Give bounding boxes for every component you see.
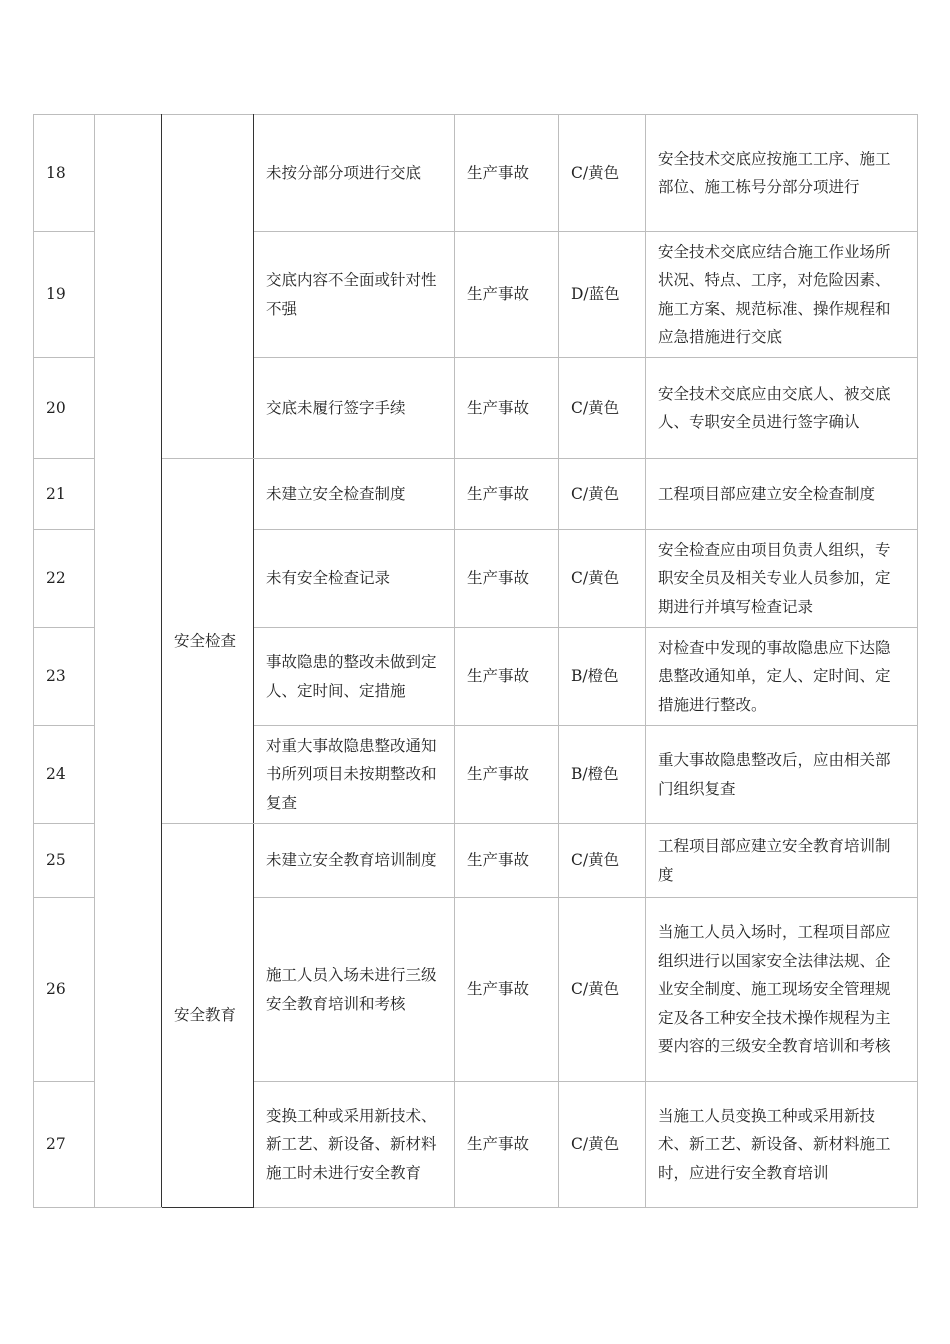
subcategory-safety-check: 安全检查 xyxy=(162,459,254,824)
hazard-item: 未按分部分项进行交底 xyxy=(254,115,455,232)
accident-type: 生产事故 xyxy=(455,459,559,530)
accident-type: 生产事故 xyxy=(455,1082,559,1208)
table-row xyxy=(34,115,918,232)
risk-level: C/黄色 xyxy=(559,459,646,530)
accident-type: 生产事故 xyxy=(455,824,559,898)
hazard-table xyxy=(33,114,918,1208)
control-measure: 当施工人员变换工种或采用新技术、新工艺、新设备、新材料施工时，应进行安全教育培训 xyxy=(646,1082,918,1208)
control-measure: 安全技术交底应结合施工作业场所状况、特点、工序，对危险因素、施工方案、规范标准、操作规程和应急措施进行交底 xyxy=(646,232,918,358)
control-measure: 当施工人员入场时，工程项目部应组织进行以国家安全法律法规、企业安全制度、施工现场安全管理规定及各工种安全技术操作规程为主要内容的三级安全教育培训和考核 xyxy=(646,898,918,1082)
risk-level: B/橙色 xyxy=(559,726,646,824)
row-number: 20 xyxy=(34,358,95,459)
row-number: 25 xyxy=(34,824,95,898)
hazard-item: 变换工种或采用新技术、新工艺、新设备、新材料施工时未进行安全教育 xyxy=(254,1082,455,1208)
accident-type: 生产事故 xyxy=(455,628,559,726)
control-measure: 安全技术交底应按施工工序、施工部位、施工栋号分部分项进行 xyxy=(646,115,918,232)
hazard-item: 交底未履行签字手续 xyxy=(254,358,455,459)
risk-level: C/黄色 xyxy=(559,824,646,898)
hazard-item: 交底内容不全面或针对性不强 xyxy=(254,232,455,358)
control-measure: 安全检查应由项目负责人组织，专职安全员及相关专业人员参加，定期进行并填写检查记录 xyxy=(646,530,918,628)
risk-level: C/黄色 xyxy=(559,358,646,459)
risk-level: C/黄色 xyxy=(559,1082,646,1208)
accident-type: 生产事故 xyxy=(455,115,559,232)
row-number: 21 xyxy=(34,459,95,530)
subcategory-safety-education: 安全教育 xyxy=(162,824,254,1208)
hazard-item: 事故隐患的整改未做到定人、定时间、定措施 xyxy=(254,628,455,726)
control-measure: 对检查中发现的事故隐患应下达隐患整改通知单，定人、定时间、定措施进行整改。 xyxy=(646,628,918,726)
row-number: 18 xyxy=(34,115,95,232)
accident-type: 生产事故 xyxy=(455,358,559,459)
accident-type: 生产事故 xyxy=(455,232,559,358)
control-measure: 重大事故隐患整改后，应由相关部门组织复查 xyxy=(646,726,918,824)
accident-type: 生产事故 xyxy=(455,530,559,628)
risk-level: C/黄色 xyxy=(559,898,646,1082)
accident-type: 生产事故 xyxy=(455,726,559,824)
hazard-item: 未有安全检查记录 xyxy=(254,530,455,628)
hazard-item: 施工人员入场未进行三级安全教育培训和考核 xyxy=(254,898,455,1082)
hazard-item: 未建立安全检查制度 xyxy=(254,459,455,530)
risk-level: D/蓝色 xyxy=(559,232,646,358)
control-measure: 安全技术交底应由交底人、被交底人、专职安全员进行签字确认 xyxy=(646,358,918,459)
category-column xyxy=(95,115,162,1208)
control-measure: 工程项目部应建立安全教育培训制度 xyxy=(646,824,918,898)
accident-type: 生产事故 xyxy=(455,898,559,1082)
hazard-item: 对重大事故隐患整改通知书所列项目未按期整改和复查 xyxy=(254,726,455,824)
risk-level: B/橙色 xyxy=(559,628,646,726)
risk-level: C/黄色 xyxy=(559,115,646,232)
control-measure: 工程项目部应建立安全检查制度 xyxy=(646,459,918,530)
row-number: 22 xyxy=(34,530,95,628)
subcategory-cell-previous xyxy=(162,115,254,459)
row-number: 19 xyxy=(34,232,95,358)
table-row xyxy=(34,459,918,530)
row-number: 26 xyxy=(34,898,95,1082)
hazard-item: 未建立安全教育培训制度 xyxy=(254,824,455,898)
risk-level: C/黄色 xyxy=(559,530,646,628)
table-row xyxy=(34,824,918,898)
row-number: 27 xyxy=(34,1082,95,1208)
row-number: 24 xyxy=(34,726,95,824)
row-number: 23 xyxy=(34,628,95,726)
